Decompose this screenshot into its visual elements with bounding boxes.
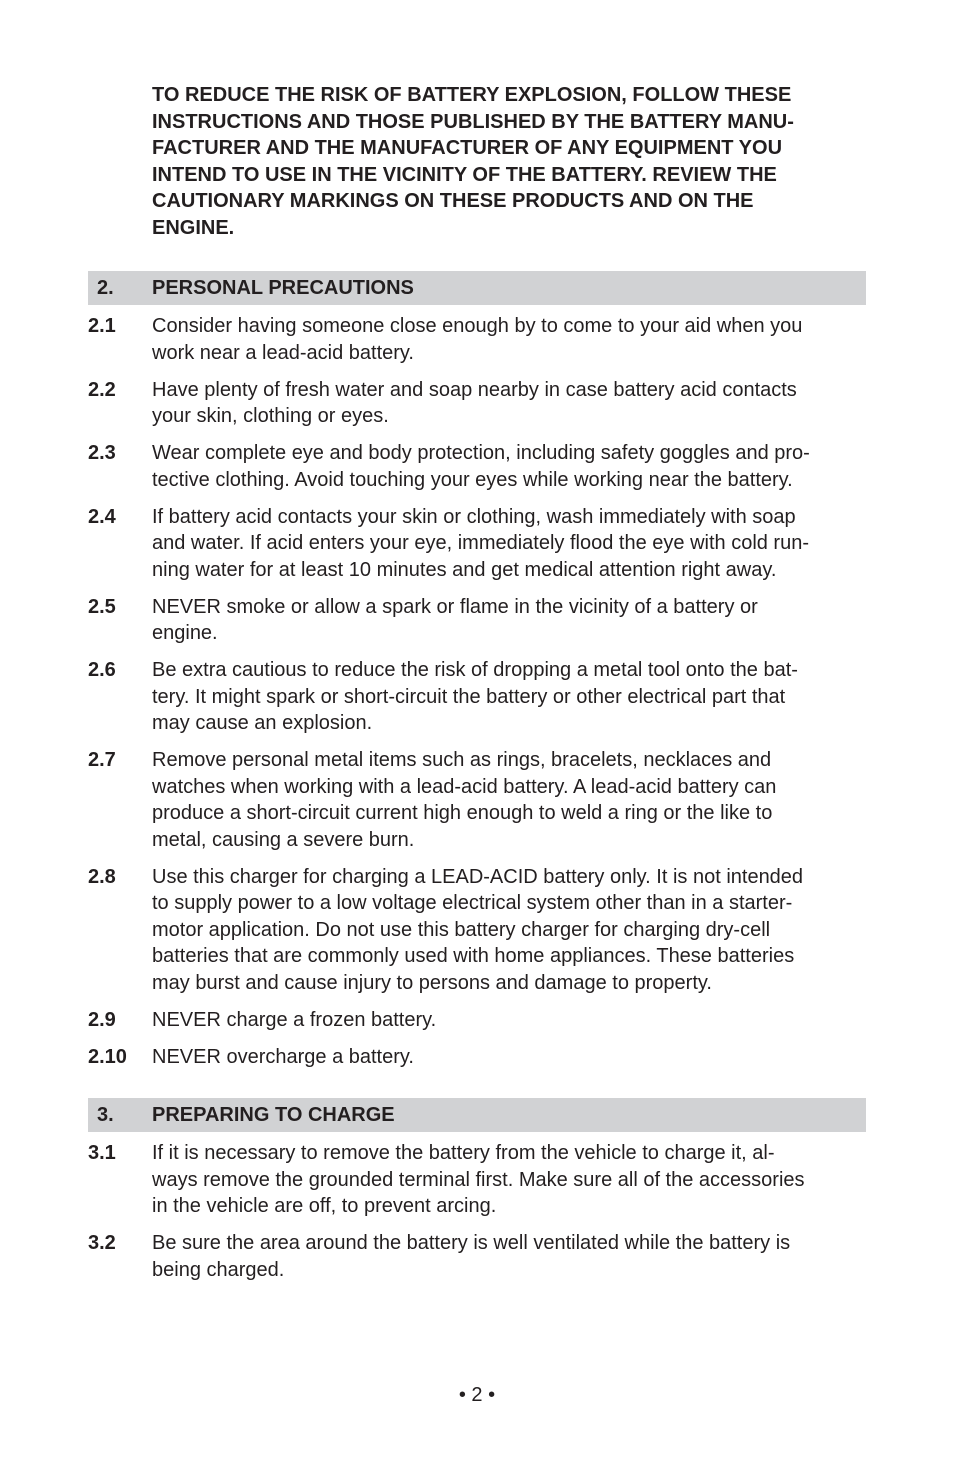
item-text: Consider having someone close enough by to come to your aid when you work near a lead-acid battery. — [152, 315, 803, 364]
item-number: 2.6 — [88, 659, 116, 681]
preparing-to-charge-list — [88, 1140, 868, 1294]
section-title: PREPARING TO CHARGE — [152, 1103, 395, 1126]
item-number: 2.9 — [88, 1008, 116, 1031]
item-number: 2.4 — [88, 505, 116, 528]
list-item — [88, 1230, 868, 1283]
item-text: If it is necessary to remove the battery from the vehicle to charge it, al- ways remove the grounded terminal first. Make sure all of the accessories in the vehicle are off, to prevent arcing. — [152, 1142, 805, 1217]
list-item — [88, 377, 868, 430]
item-text: NEVER overcharge a battery. — [152, 1045, 414, 1068]
item-text: Be extra cautious to reduce the risk of dropping a metal tool onto the bat- tery. It might spark or short-circuit the battery or other electrical part that may cause an explosion. — [152, 659, 798, 734]
item-number: 2.5 — [88, 595, 116, 618]
item-number: 3.2 — [88, 1232, 116, 1254]
list-item — [88, 313, 868, 366]
list-item — [88, 594, 868, 647]
item-text: Have plenty of fresh water and soap nearby in case battery acid contacts your skin, clothing or eyes. — [152, 378, 797, 427]
item-text: NEVER smoke or allow a spark or flame in the vicinity of a battery or engine. — [152, 595, 758, 644]
item-text: Be sure the area around the battery is well ventilated while the battery is being charged. — [152, 1232, 791, 1281]
list-item — [88, 1044, 868, 1071]
list-item — [88, 1007, 868, 1034]
item-number: 3.1 — [88, 1142, 116, 1164]
item-number: 2.10 — [88, 1045, 127, 1068]
item-number: 2.3 — [88, 442, 116, 464]
page-number: • 2 • — [458, 1384, 496, 1406]
personal-precautions-list — [88, 313, 868, 1081]
section-number: 3. — [97, 1103, 114, 1126]
list-item — [88, 864, 868, 997]
item-text: Use this charger for charging a LEAD-ACID battery only. It is not intended to supply power to a low voltage electrical system other than in a starter- motor application. Do not use this battery charger for charging dry-cell batteries that are commonly used with home appliances. These batteries may burst and cause injury to persons and damage to property. — [152, 865, 804, 994]
item-text: If battery acid contacts your skin or clothing, wash immediately with soap and water. If acid enters your eye, immediately flood the eye with cold run- ning water for at least 10 minutes and get medical attention right away. — [152, 505, 810, 581]
item-text: Remove personal metal items such as rings, bracelets, necklaces and watches when working with a lead-acid battery. A lead-acid battery can produce a short-circuit current high enough to weld a ring or the like to metal, causing a severe burn. — [152, 749, 777, 851]
section-number: 2. — [97, 276, 114, 299]
explosion-warning-text: TO REDUCE THE RISK OF BATTERY EXPLOSION, FOLLOW THESE INSTRUCTIONS AND THOSE PUBLISHED BY THE BATTERY MANU- FACTURER AND THE MANUFACTURER OF ANY EQUIPMENT YOU INTEND TO USE IN THE VICINITY OF THE BATTERY. REVIEW THE CAUTIONARY MARKINGS ON THESE PRODUCTS AND ON THE ENGINE. — [152, 84, 794, 239]
list-item — [88, 440, 868, 493]
item-number: 2.1 — [88, 315, 116, 337]
list-item — [88, 504, 868, 584]
section-header-preparing-to-charge — [88, 1098, 866, 1132]
item-number: 2.7 — [88, 749, 116, 771]
section-title: PERSONAL PRECAUTIONS — [152, 276, 414, 299]
item-text: NEVER charge a frozen battery. — [152, 1008, 437, 1031]
section-header-personal-precautions — [88, 271, 866, 305]
item-number: 2.2 — [88, 378, 116, 401]
list-item — [88, 657, 868, 737]
item-text: Wear complete eye and body protection, including safety goggles and pro- tective clothing. Avoid touching your eyes while working near the battery. — [152, 442, 810, 491]
list-item — [88, 1140, 868, 1220]
item-number: 2.8 — [88, 865, 116, 888]
list-item — [88, 747, 868, 853]
